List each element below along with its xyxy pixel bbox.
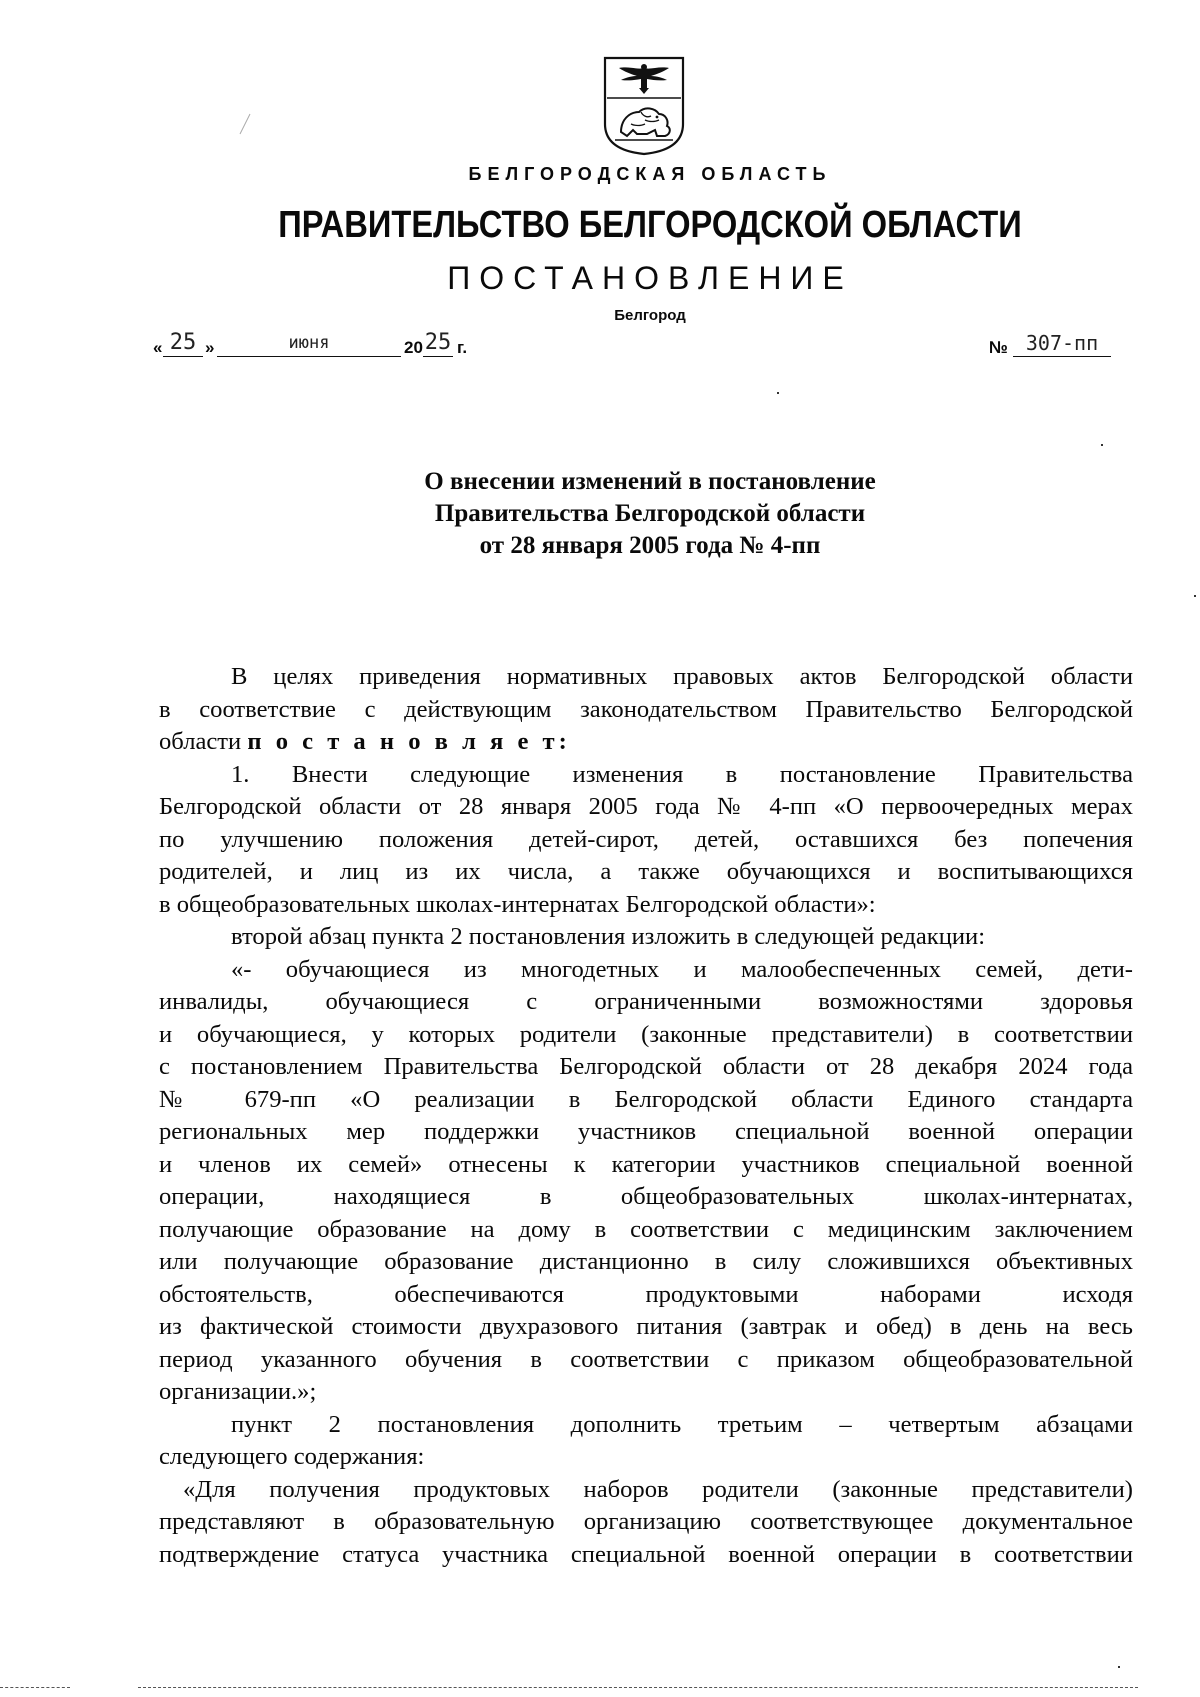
open-quote: « — [153, 338, 163, 357]
body-line: инвалиды, обучающиеся с ограниченными возможностями здоровья — [159, 988, 1133, 1015]
number-label: № — [989, 338, 1008, 357]
title-line: Правительства Белгородской области — [434, 500, 866, 527]
bottom-edge-mark — [0, 1687, 70, 1688]
title-line: от 28 января 2005 года № 4-пп — [479, 532, 821, 559]
body-line: В целях приведения нормативных правовых актов Белгородской области — [231, 663, 1133, 690]
date-month: июня — [217, 330, 401, 357]
body-line: «Для получения продуктовых наборов родители (законные представители) — [183, 1475, 1133, 1503]
document-type: ПОСТАНОВЛЕНИЕ — [447, 260, 853, 296]
body-line: второй абзац пункта 2 постановления изложить в следующей редакции: — [231, 923, 986, 950]
scan-speck — [1118, 1666, 1120, 1668]
body-line: получающие образование на дому в соответствии с медицинским заключением — [159, 1215, 1133, 1243]
year-prefix: 20 — [404, 338, 423, 357]
body-line: пункт 2 постановления дополнить третьим – четвертым абзацами — [231, 1410, 1133, 1438]
scan-stroke — [238, 112, 252, 136]
bottom-edge-mark — [138, 1687, 1138, 1688]
body-line: в соответствие с действующим законодательством Правительство Белгородской — [159, 695, 1133, 723]
body-line: в общеобразовательных школах-интернатах Белгородской области»: — [159, 890, 876, 918]
body-line: следующего содержания: — [159, 1443, 425, 1470]
region-name: БЕЛГОРОДСКАЯ ОБЛАСТЬ — [468, 164, 832, 184]
body-line: с постановлением Правительства Белгородской области от 28 декабря 2024 года — [159, 1053, 1133, 1080]
body-line: 1. Внести следующие изменения в постановление Правительства — [231, 760, 1133, 788]
date-year: 25 — [424, 330, 452, 355]
close-quote: » — [205, 338, 215, 357]
body-line: Белгородской области от 28 января 2005 года № 4-пп «О первоочередных мерах — [159, 793, 1133, 820]
date-day: 25 — [163, 330, 203, 357]
body-line: подтверждение статуса участника специальной военной операции в соответствии — [159, 1540, 1133, 1568]
date-number-line — [153, 330, 1113, 360]
document-body — [159, 661, 1133, 1571]
body-line: по улучшению положения детей-сирот, детей, оставшихся без попечения — [159, 825, 1133, 853]
title-line: О внесении изменений в постановление — [424, 468, 876, 495]
body-line: родителей, и лиц из их числа, а также обучающихся и воспитывающихся — [159, 858, 1133, 885]
body-text: области — [159, 728, 242, 755]
body-line: «- обучающиеся из многодетных и малообеспеченных семей, дети- — [231, 955, 1133, 983]
decree-word: п о с т а н о в л я е т: — [247, 728, 571, 755]
body-line — [159, 726, 1133, 759]
body-line: или получающие образование дистанционно в силу сложившихся объективных — [159, 1248, 1133, 1275]
document-number: 307-пп — [1013, 330, 1111, 357]
document-title — [0, 466, 1200, 562]
body-line: организации.»; — [159, 1378, 317, 1405]
body-line: региональных мер поддержки участников специальной военной операции — [159, 1118, 1133, 1145]
body-line: и обучающиеся, у которых родители (законные представители) в соответствии — [159, 1020, 1133, 1048]
coat-of-arms-emblem — [601, 54, 687, 156]
body-line: № 679-пп «О реализации в Белгородской области Единого стандарта — [159, 1085, 1133, 1113]
scan-speck — [1194, 595, 1196, 597]
scan-speck — [777, 392, 779, 394]
body-line: и членов их семей» отнесены к категории участников специальной военной — [159, 1150, 1133, 1178]
body-line: период указанного обучения в соответствии с приказом общеобразовательной — [159, 1345, 1133, 1373]
body-line: обстоятельств, обеспечиваются продуктовыми наборами исходя — [159, 1280, 1133, 1308]
year-mark: г. — [457, 338, 468, 357]
body-line: представляют в образовательную организацию соответствующее документальное — [159, 1508, 1133, 1535]
scan-speck — [1101, 444, 1103, 446]
government-name: ПРАВИТЕЛЬСТВО БЕЛГОРОДСКОЙ ОБЛАСТИ — [278, 204, 1022, 246]
body-line: из фактической стоимости двухразового питания (завтрак и обед) в день на весь — [159, 1313, 1133, 1340]
city-name: Белгород — [614, 307, 686, 324]
body-line: операции, находящиеся в общеобразовательных школах-интернатах, — [159, 1183, 1133, 1210]
